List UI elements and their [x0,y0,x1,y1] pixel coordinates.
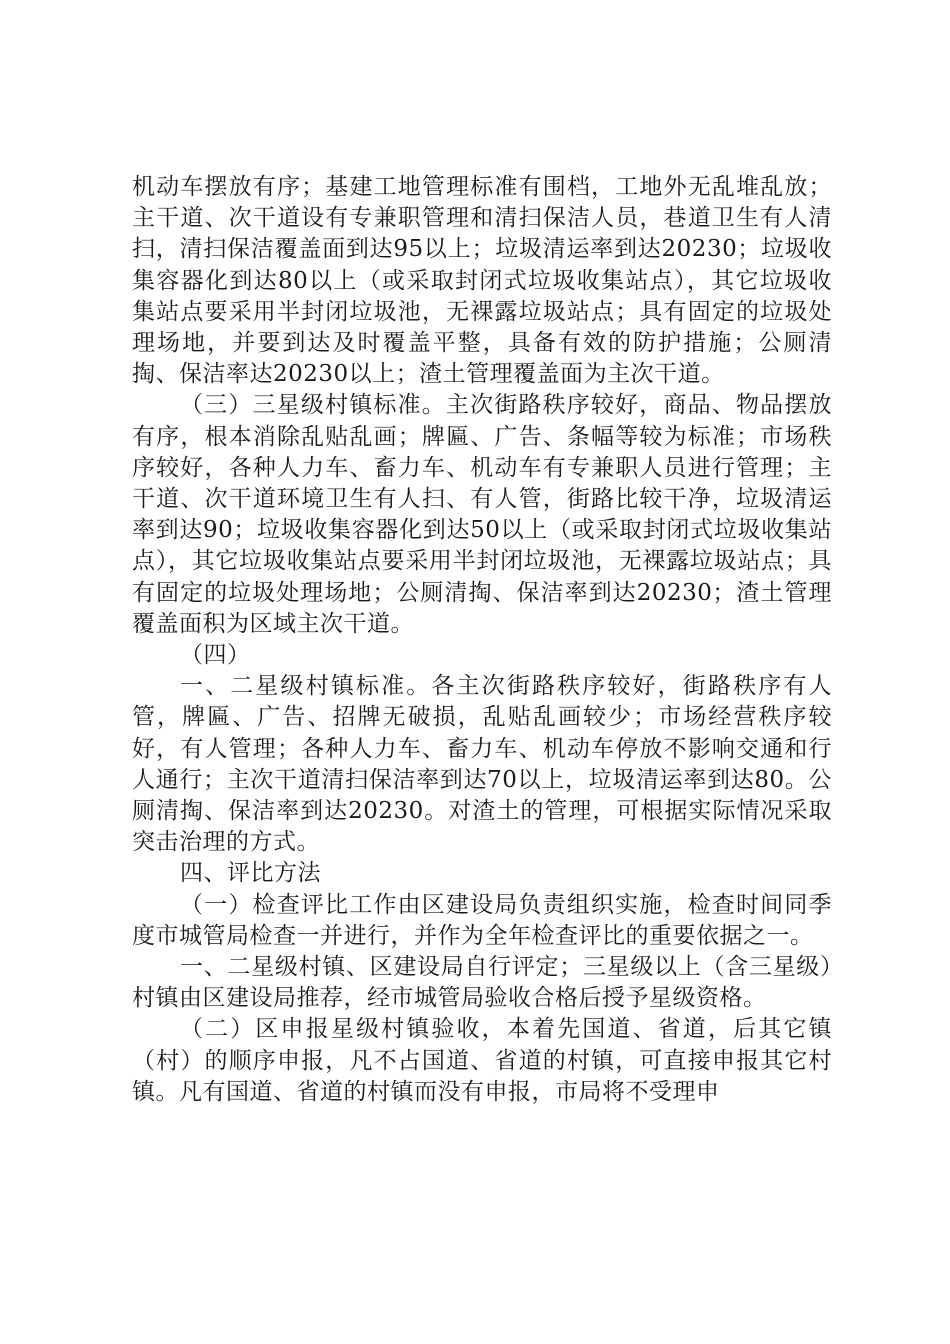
paragraph-section-four-heading: （四） [180,642,251,669]
paragraph-star-rating-assessment: 一、二星级村镇、区建设局自行评定；三星级以上（含三星级）村镇由区建设局推荐，经市城管局验收合格后授予星级资格。 [132,954,832,1012]
paragraph-evaluation-two: （二）区申报星级村镇验收，本着先国道、省道，后其它镇（村）的顺序申报，凡不占国道、省道的村镇，可直接申报其它村镇。凡有国道、省道的村镇而没有申报，市局将不受理申 [132,1016,832,1105]
paragraph-three-star-standard: （三）三星级村镇标准。主次街路秩序较好，商品、物品摆放有序，根本消除乱贴乱画；牌匾、广告、条幅等较为标准；市场秩序较好，各种人力车、畜力车、机动车有专兼职人员进行管理；主干道、次干道环境卫生有人扫、有人管，街路比较干净，垃圾清运率到达90；垃圾收集容器化到达50以上（或采取封闭式垃圾收集站点），其它垃圾收集站点要采用半封闭垃圾池，无裸露垃圾站点；具有固定的垃圾处理场地；公厕清掏、保洁率到达20230；渣土管理覆盖面积为区域主次干道。 [132,392,832,637]
document-body [132,172,832,1108]
paragraph-evaluation-one: （一）检查评比工作由区建设局负责组织实施，检查时间同季度市城管局检查一并进行，并作为全年检查评比的重要依据之一。 [132,891,832,949]
section-heading-evaluation-method: 四、评比方法 [180,860,321,887]
paragraph-one-two-star-standard: 一、二星级村镇标准。各主次街路秩序较好，街路秩序有人管，牌匾、广告、招牌无破损，乱贴乱画较少；市场经营秩序较好，有人管理；各种人力车、畜力车、机动车停放不影响交通和行人通行；主次干道清扫保洁率到达70以上，垃圾清运率到达80。公厕清掏、保洁率到达20230。对渣土的管理，可根据实际情况采取突击治理的方式。 [132,673,832,856]
paragraph-continuation: 机动车摆放有序；基建工地管理标准有围档，工地外无乱堆乱放；主干道、次干道设有专兼职管理和清扫保洁人员，巷道卫生有人清扫，清扫保洁覆盖面到达95以上；垃圾清运率到达20230；垃圾收集容器化到达80以上（或采取封闭式垃圾收集站点），其它垃圾收集站点要采用半封闭垃圾池，无裸露垃圾站点；具有固定的垃圾处理场地，并要到达及时覆盖平整，具备有效的防护措施；公厕清掏、保洁率达20230以上；渣土管理覆盖面为主次干道。 [132,174,832,388]
